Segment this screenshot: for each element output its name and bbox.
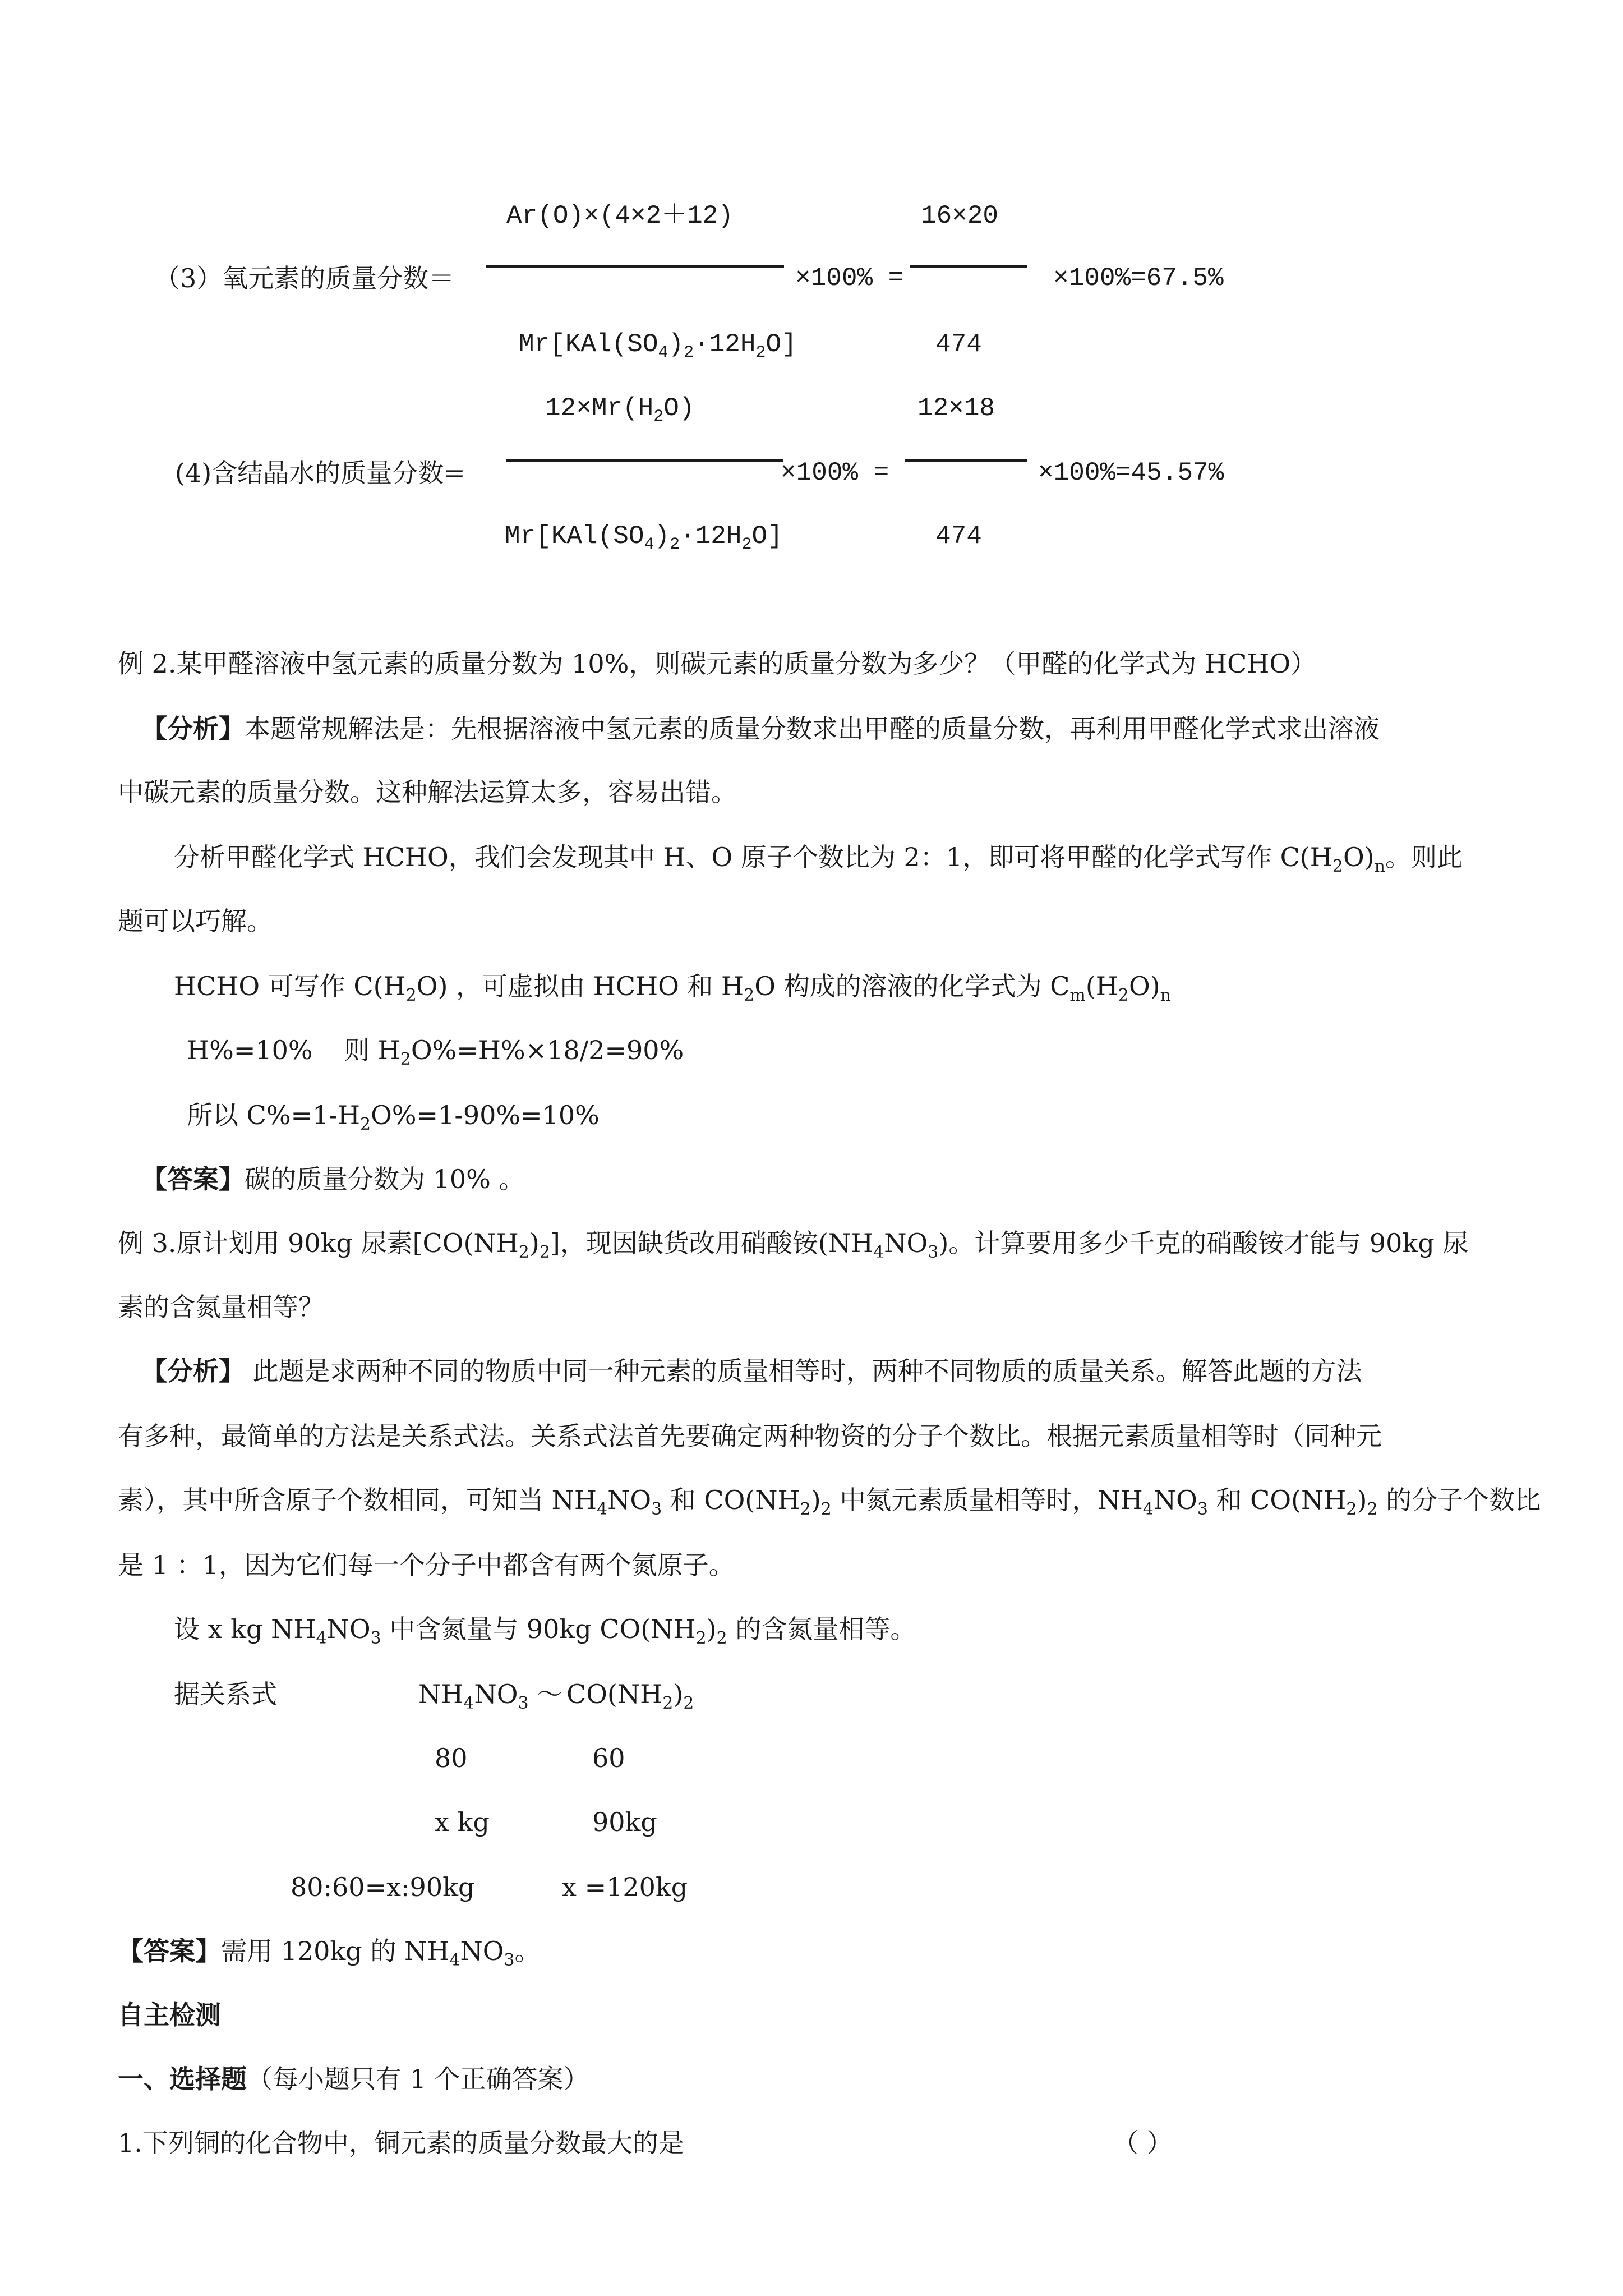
ex3-analysis-line1: 【分析】 此题是求两种不同的物质中同一种元素的质量相等时，两种不同物质的质量关系。解答此题的方法 [141, 1356, 1362, 1386]
formula3-multiplier-1: ×100% = [795, 264, 904, 293]
formula4-numerator-1: $12\times Mr(H_2O)$ [545, 394, 695, 426]
ex3-analysis-line4: 是 1 ：1，因为它们每一个分子中都含有两个氮原子。 [118, 1550, 735, 1580]
ex3-analysis-line2: 有多种，最简单的方法是关系式法。关系式法首先要确定两种物资的分子个数比。根据元素质量相等时（同种元 [118, 1421, 1382, 1451]
ex3-row1-left: 80 [435, 1743, 468, 1773]
ex2-analysis-line2: 中碳元素的质量分数。这种解法运算太多，容易出错。 [118, 777, 737, 807]
ex3-relation-left: $NH_4NO_3$ ～ [418, 1679, 563, 1713]
question-1: 1.下列铜的化合物中，铜元素的质量分数最大的是 [118, 2128, 684, 2158]
formula3-denominator-1: $Mr[KAl(SO_4)_2\cdot 12H_2O]$ [519, 330, 797, 362]
formula3-result: ×100%=67.5% [1053, 264, 1224, 293]
formula3-numerator-2: 16×20 [921, 201, 999, 231]
ex3-answer-tag: 【答案】 [118, 1936, 221, 1966]
formula4-multiplier-1: ×100% = [781, 458, 889, 487]
ex2-title: 例 2.某甲醛溶液中氢元素的质量分数为 10%，则碳元素的质量分数为多少？（甲醛的化学式为 HCHO） [118, 648, 1317, 679]
ex2-virtual-formula-line: HCHO 可写作 $C(H_2O)$ ，可虚拟由 HCHO 和 $H_2O$ 构成的溶液的化学式为 $C_m(H_2O)_n$ [174, 971, 1171, 1005]
ex2-analysis-tag: 【分析】 [141, 714, 245, 744]
ex2-calc-line1-left: H%=10% [187, 1035, 313, 1065]
formula4-label: (4)含结晶水的质量分数= [175, 458, 465, 488]
ex3-relation-right: $CO(NH_2)_2$ [566, 1679, 694, 1713]
formula4-result: ×100%=45.57% [1038, 458, 1224, 487]
ex2-answer-tag: 【答案】 [141, 1164, 245, 1194]
ex2-paragraph-line1: 分析甲醛化学式 HCHO，我们会发现其中 H、O 原子个数比为 2：1，即可将甲醛的化学式写作 $C(H_2O)_n$。则此 [174, 842, 1463, 876]
ex3-title-line2: 素的含氮量相等？ [118, 1292, 324, 1322]
ex3-relation-label: 据关系式 [174, 1679, 277, 1709]
ex3-answer: 【答案】需用 120kg 的 $NH_4NO_3$。 [118, 1936, 541, 1970]
formula3-numerator-1: Ar(O)×(4×2＋12) [506, 201, 734, 231]
formula4-denominator-1: $Mr[KAl(SO_4)_2\cdot 12H_2O]$ [505, 522, 783, 554]
ex2-paragraph-line2: 题可以巧解。 [118, 906, 273, 936]
formula3-fraction-bar-2 [910, 265, 1027, 268]
ex2-analysis-line1: 【分析】本题常规解法是：先根据溶液中氢元素的质量分数求出甲醛的质量分数，再利用甲醛化学式求出溶液 [141, 714, 1380, 744]
question-1-answer-blank: （ ） [1113, 2128, 1173, 2158]
formula3-fraction-bar-1 [486, 265, 784, 268]
ex2-calc-line1-right: 则 $H_2O\%=H\%\times 18/2=90\%$ [344, 1035, 684, 1069]
formula4-numerator-2: 12×18 [917, 394, 995, 423]
ex3-row2-left: x kg [435, 1807, 490, 1837]
formula4-fraction-bar-1 [506, 459, 783, 462]
formula4-denominator-2: 474 [935, 522, 982, 551]
ex3-x-value: x =120kg [562, 1872, 688, 1902]
section-heading: 一、选择题（每小题只有 1 个正确答案） [118, 2064, 589, 2094]
ex3-setup: 设 x kg $NH_4NO_3$ 中含氮量与 90kg $CO(NH_2)_2$ 的含氮量相等。 [174, 1614, 916, 1648]
ex3-row2-right: 90kg [592, 1807, 657, 1837]
formula3-denominator-2: 474 [935, 330, 982, 359]
ex3-analysis-line3: 素），其中所含原子个数相同，可知当 $NH_4NO_3$ 和 $CO(NH_2)_2$ 中氮元素质量相等时，$NH_4NO_3$ 和 $CO(NH_2)_2$ 的分子个数比 [118, 1485, 1541, 1519]
ex2-calc-line2: 所以 $C\%=1-H_2O\%=1-90\%=10\%$ [187, 1100, 600, 1134]
ex3-title-line1: 例 3.原计划用 90kg 尿素$[CO(NH_2)_2]$，现因缺货改用硝酸铵$(NH_4NO_3)$。计算要用多少千克的硝酸铵才能与 90kg 尿 [118, 1228, 1469, 1262]
ex3-analysis-tag: 【分析】 [141, 1356, 245, 1386]
self-check-heading: 自主检测 [118, 2000, 221, 2030]
formula4-fraction-bar-2 [905, 459, 1027, 462]
formula3-label: （3）氧元素的质量分数＝ [154, 263, 455, 293]
ex2-answer: 【答案】碳的质量分数为 10% 。 [141, 1164, 525, 1194]
ex3-ratio: 80:60=x:90kg [291, 1872, 475, 1902]
ex3-row1-right: 60 [592, 1743, 625, 1773]
